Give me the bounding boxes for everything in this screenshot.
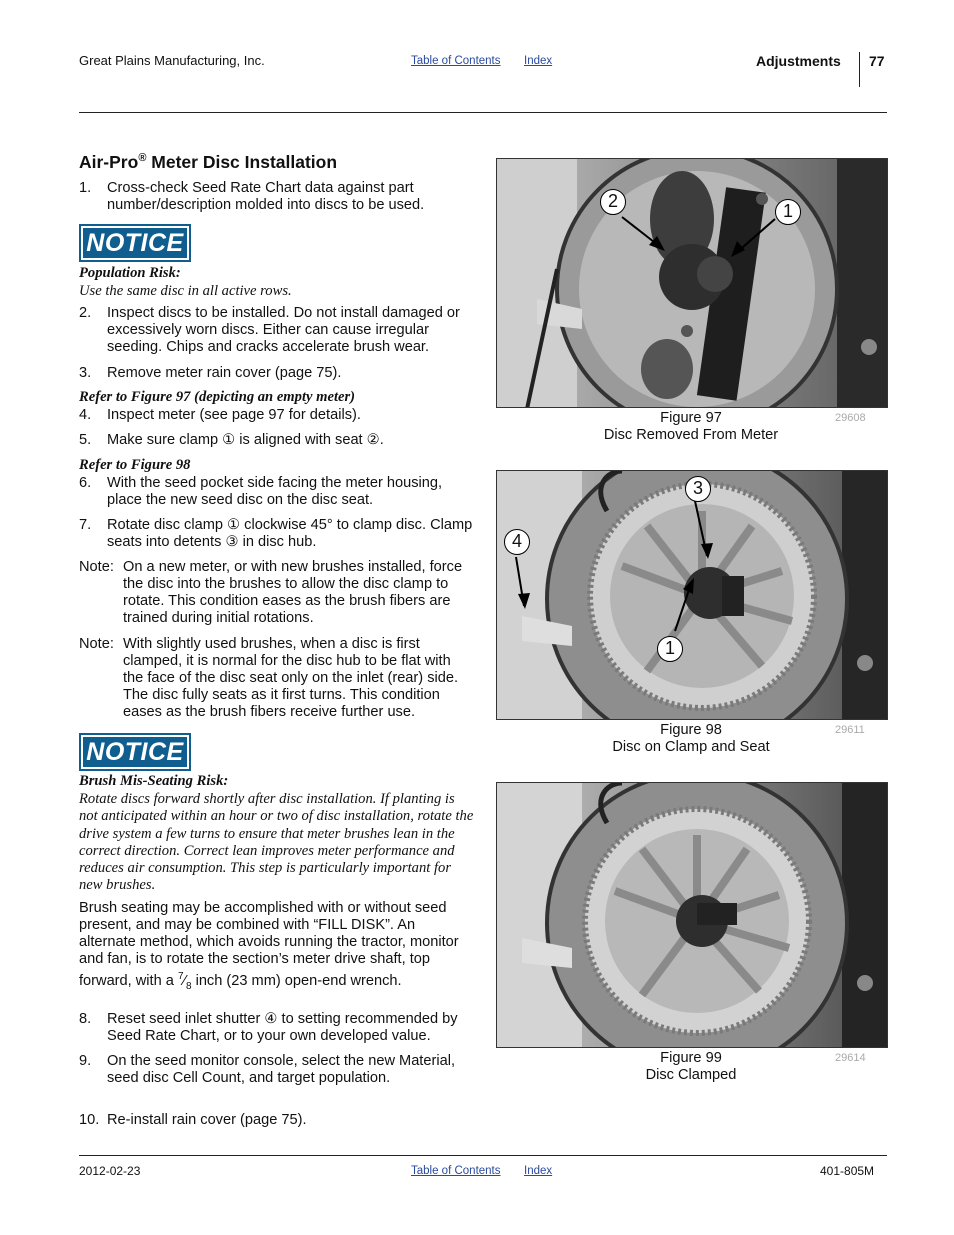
step-number: 6. bbox=[79, 475, 92, 491]
notice-text: Use the same disc in all active rows. bbox=[79, 283, 292, 299]
step-2 bbox=[79, 305, 474, 356]
step-7 bbox=[79, 517, 474, 551]
figure-98-callouts bbox=[497, 471, 887, 719]
note-label: Note: bbox=[79, 636, 114, 652]
page-number: 77 bbox=[869, 53, 885, 69]
figure-98-label: Figure 98 bbox=[660, 722, 722, 738]
figure-reference: Refer to Figure 97 (depicting an empty meter) bbox=[79, 389, 356, 405]
figure-99-caption: Disc Clamped bbox=[645, 1067, 737, 1083]
footer-date: 2012-02-23 bbox=[79, 1164, 141, 1178]
company-name: Great Plains Manufacturing, Inc. bbox=[79, 53, 265, 68]
step-number: 3. bbox=[79, 365, 92, 381]
header-divider bbox=[859, 52, 860, 87]
figure-99-id: 29614 bbox=[835, 1052, 866, 1064]
callout-4: 4 bbox=[504, 529, 530, 555]
step-text: Reset seed inlet shutter ④ to setting recommended by Seed Rate Chart, or to your own developed value. bbox=[107, 1011, 458, 1044]
figure-97-photo bbox=[496, 158, 888, 408]
fraction-numerator: 7 bbox=[177, 971, 184, 982]
step-text: Remove meter rain cover (page 75). bbox=[107, 365, 342, 381]
note-text: On a new meter, or with new brushes installed, force the disc into the brushes to allow the disc clamp to rotate. This condition eases as the brush fibers are trained during initial rotations. bbox=[123, 559, 463, 626]
step-text: Make sure clamp ① is aligned with seat ②. bbox=[107, 432, 384, 448]
step-text: Rotate disc clamp ① clockwise 45° to clamp disc. Clamp seats into detents ③ in disc hub. bbox=[107, 517, 473, 550]
figure-97-label: Figure 97 bbox=[660, 410, 722, 426]
notice-badge bbox=[79, 224, 191, 262]
notice-badge bbox=[79, 733, 191, 771]
section-name: Adjustments bbox=[756, 53, 841, 69]
step-text: Inspect discs to be installed. Do not install damaged or excessively worn discs. Either can cause irregular seeding. Chips and cracks accelerate brush wear. bbox=[107, 305, 460, 355]
figure-98-photo bbox=[496, 470, 888, 720]
header-rule bbox=[79, 112, 887, 113]
figure-99-photo bbox=[496, 782, 888, 1048]
footer-rule bbox=[79, 1155, 887, 1156]
step-number: 5. bbox=[79, 432, 92, 448]
note-text: With slightly used brushes, when a disc is first clamped, it is normal for the disc hub to be flat with the face of the disc seat only on the inlet (rear) side. The disc fully seats as it first turns. This condition eases as the brush fibers receive further use. bbox=[123, 636, 459, 720]
figure-97-id: 29608 bbox=[835, 412, 866, 424]
note-label: Note: bbox=[79, 559, 114, 575]
notice-title: Brush Mis-Seating Risk: bbox=[79, 773, 229, 789]
step-9 bbox=[79, 1053, 474, 1087]
step-number: 8. bbox=[79, 1011, 92, 1027]
note-2 bbox=[79, 636, 474, 721]
figure-97-callouts bbox=[497, 159, 887, 407]
figure-98-id: 29611 bbox=[835, 724, 865, 736]
figure-97-caption: Disc Removed From Meter bbox=[603, 427, 779, 443]
callout-1: 1 bbox=[775, 199, 801, 225]
callout-2: 2 bbox=[600, 189, 626, 215]
title-registered-mark: ® bbox=[138, 152, 147, 165]
header-index-link[interactable]: Index bbox=[524, 55, 553, 67]
callout-3: 3 bbox=[685, 476, 711, 502]
step-5 bbox=[79, 432, 474, 449]
header-toc-link[interactable]: Table of Contents bbox=[411, 55, 501, 67]
step-6 bbox=[79, 475, 474, 509]
title-rest: Meter Disc Installation bbox=[146, 152, 338, 172]
step-text: With the seed pocket side facing the meter housing, place the new seed disc on the disc seat. bbox=[107, 475, 443, 508]
step-number: 9. bbox=[79, 1053, 92, 1069]
notice-label: NOTICE bbox=[86, 229, 184, 257]
step-number: 10. bbox=[79, 1112, 100, 1128]
footer-index-link[interactable]: Index bbox=[524, 1165, 553, 1177]
paragraph-text: inch (23 mm) open-end wrench. bbox=[191, 972, 402, 989]
title-main: Air-Pro bbox=[79, 152, 139, 172]
step-number: 4. bbox=[79, 407, 92, 423]
step-number: 7. bbox=[79, 517, 92, 533]
callout-1: 1 bbox=[657, 636, 683, 662]
fraction-denominator: 8 bbox=[185, 980, 192, 992]
step-number: 1. bbox=[79, 180, 92, 196]
step-number: 2. bbox=[79, 305, 92, 321]
footer-doc-number: 401-805M bbox=[820, 1164, 875, 1178]
figure-reference: Refer to Figure 98 bbox=[79, 457, 191, 473]
step-8 bbox=[79, 1011, 474, 1045]
figure-99-label: Figure 99 bbox=[660, 1050, 722, 1066]
step-10 bbox=[79, 1112, 474, 1129]
step-text: Re-install rain cover (page 75). bbox=[107, 1112, 307, 1128]
step-text: Cross-check Seed Rate Chart data against part number/description molded into discs to be used. bbox=[107, 180, 425, 213]
notice-label: NOTICE bbox=[86, 738, 184, 766]
paragraph-text: Brush seating may be accomplished with or without seed present, and may be combined with “FILL DISK”. An alternate method, which avoids running the tractor, monitor and fan, is to rotate the section’s meter drive shaft, top forward, with a bbox=[79, 900, 459, 989]
step-text: Inspect meter (see page 97 for details). bbox=[107, 407, 361, 423]
notice-title: Population Risk: bbox=[79, 265, 181, 281]
step-3 bbox=[79, 365, 474, 382]
step-1 bbox=[79, 180, 474, 214]
step-4 bbox=[79, 407, 474, 424]
brush-seating-paragraph: Brush seating may be accomplished with or without seed present, and may be combined with “FILL DISK”. An alternate method, which avoids running the tractor, monitor and fan, is to rotate the section’s meter drive shaft, top forward, with a $^7⁄_8$ inch (23 mm) open-end wrench. bbox=[79, 900, 459, 992]
figure-98-caption: Disc on Clamp and Seat bbox=[612, 739, 770, 755]
footer-toc-link[interactable]: Table of Contents bbox=[411, 1165, 501, 1177]
section-title bbox=[79, 152, 337, 173]
notice-text: Rotate discs forward shortly after disc installation. If planting is not anticipated within an hour or two of disc installation, rotate the drive system a few turns to ensure that meter brushes lean in the correct direction. Correct lean improves meter performance and reduces air consumption. This step is particularly important for new brushes. bbox=[79, 791, 474, 894]
note-1 bbox=[79, 559, 474, 627]
step-text: On the seed monitor console, select the new Material, seed disc Cell Count, and target population. bbox=[107, 1053, 455, 1086]
